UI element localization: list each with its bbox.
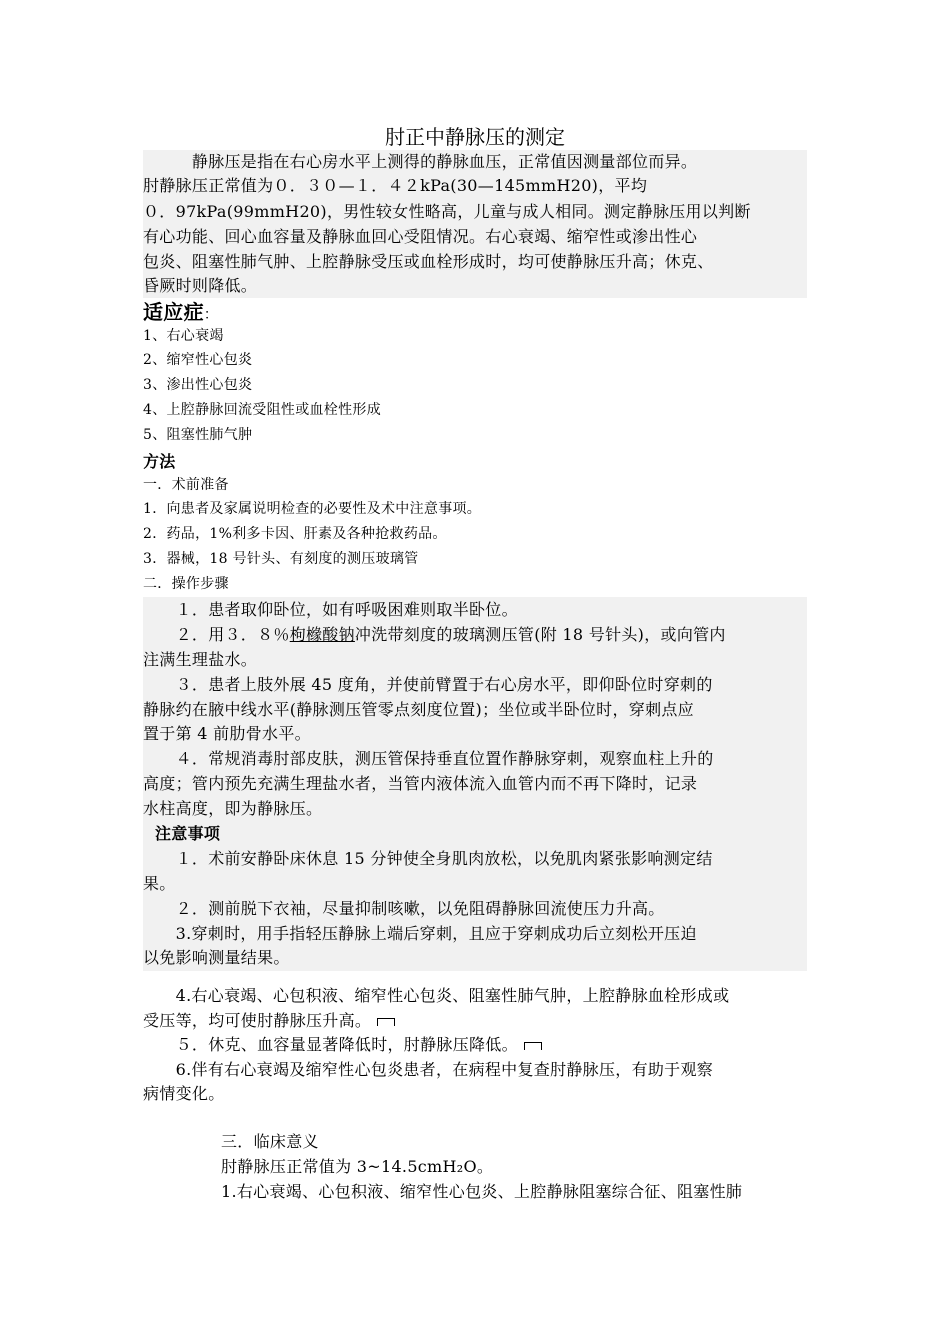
- indications-heading-text: 适应症: [143, 300, 204, 324]
- note-1: １．术前安静卧床休息 15 分钟使全身肌肉放松，以免肌肉紧张影响测定结: [143, 849, 713, 868]
- intro-line: 肘静脉压正常值为０．３０—１．４２kPa(30—145mmH20)，平均: [143, 176, 648, 195]
- intro-line: 静脉压是指在右心房水平上测得的静脉血压，正常值因测量部位而异。: [143, 152, 698, 171]
- step-3: 静脉约在腋中线水平(静脉测压管零点刻度位置)；坐位或半卧位时，穿刺点应: [143, 700, 694, 719]
- clinical-heading: 三．临床意义: [221, 1132, 319, 1151]
- step-3: 置于第 4 前肋骨水平。: [143, 724, 311, 743]
- note-4-cont: [143, 1009, 807, 1033]
- intro-line: 昏厥时则降低。: [143, 276, 258, 295]
- step-4: 水柱高度，即为静脉压。: [143, 799, 323, 818]
- prep-title: 一．术前准备: [143, 477, 229, 493]
- intro-line: 有心功能、回心血容量及静脉血回心受阻情况。右心衰竭、缩窄性或渗出性心: [143, 227, 698, 246]
- prep-item: 2．药品，1%利多卡因、肝素及各种抢救药品。: [143, 526, 447, 542]
- note-6: 6.伴有右心衰竭及缩窄性心包炎患者，在病程中复查肘静脉压，有助于观察: [143, 1060, 714, 1079]
- note-3: 以免影响测量结果。: [143, 948, 290, 967]
- prep-item: 3．器械，18 号针头、有刻度的测压玻璃管: [143, 551, 419, 567]
- bracket-mark-icon: [524, 1042, 542, 1050]
- clinical-normal: 肘静脉压正常值为 3~14.5cmH₂O。: [221, 1157, 494, 1176]
- indications-heading: [143, 298, 807, 328]
- indication-item: 5、阻塞性肺气肿: [143, 427, 253, 443]
- step-2-term-link[interactable]: 枸橼酸钠: [289, 625, 355, 644]
- notes-heading: [155, 822, 819, 846]
- step-3: ３．患者上肢外展 45 度角，并使前臂置于右心房水平，即仰卧位时穿刺的: [143, 675, 713, 694]
- clinical-item-1: 1.右心衰竭、心包积液、缩窄性心包炎、上腔静脉阻塞综合征、阻塞性肺: [221, 1182, 743, 1201]
- step-2-text-cont: 冲洗带刻度的玻璃测压管(附 18 号针头)，或向管内: [354, 625, 726, 644]
- note-4-text: 受压等，均可使肘静脉压升高。: [143, 1011, 372, 1030]
- bracket-mark-icon: [377, 1018, 395, 1026]
- method-heading-text: 方法: [143, 452, 176, 471]
- indication-item: 3、渗出性心包炎: [143, 377, 253, 393]
- page-title: 肘正中静脉压的测定: [385, 125, 565, 149]
- step-4: 高度；管内预先充满生理盐水者，当管内液体流入血管内而不再下降时，记录: [143, 774, 698, 793]
- note-1: 果。: [143, 874, 176, 893]
- step-2-text: ２．用３．８％: [143, 625, 290, 644]
- note-5-text: ５．休克、血容量显著降低时，肘静脉压降低。: [143, 1035, 518, 1054]
- note-2: ２．测前脱下衣袖，尽量抑制咳嗽，以免阻碍静脉回流使压力升高。: [143, 899, 665, 918]
- indication-item: 4、上腔静脉回流受阻性或血栓性形成: [143, 402, 382, 418]
- step-4: ４．常规消毒肘部皮肤，测压管保持垂直位置作静脉穿刺，观察血柱上升的: [143, 749, 714, 768]
- intro-line: ０．97kPa(99mmH20)，男性较女性略高，儿童与成人相同。测定静脉压用以判断: [143, 202, 751, 221]
- method-heading: [143, 450, 807, 474]
- indications-colon: ：: [203, 307, 219, 323]
- step-1: １．患者取仰卧位，如有呼吸困难则取半卧位。: [143, 600, 518, 619]
- step-2-cont: 注满生理盐水。: [143, 650, 258, 669]
- note-3: 3.穿刺时，用手指轻压静脉上端后穿刺，且应于穿刺成功后立刻松开压迫: [143, 924, 697, 943]
- indication-item: 1、右心衰竭: [143, 328, 224, 344]
- note-6: 病情变化。: [143, 1084, 225, 1103]
- note-4: 4.右心衰竭、心包积液、缩窄性心包炎、阻塞性肺气肿，上腔静脉血栓形成或: [143, 986, 730, 1005]
- step-2: [143, 623, 807, 647]
- prep-item: 1．向患者及家属说明检查的必要性及术中注意事项。: [143, 501, 482, 517]
- indication-item: 2、缩窄性心包炎: [143, 352, 253, 368]
- intro-line: 包炎、阻塞性肺气肿、上腔静脉受压或血栓形成时，均可使静脉压升高；休克、: [143, 252, 714, 271]
- steps-title: 二．操作步骤: [143, 576, 229, 592]
- note-5: [143, 1033, 807, 1057]
- notes-heading-text: 注意事项: [155, 824, 221, 843]
